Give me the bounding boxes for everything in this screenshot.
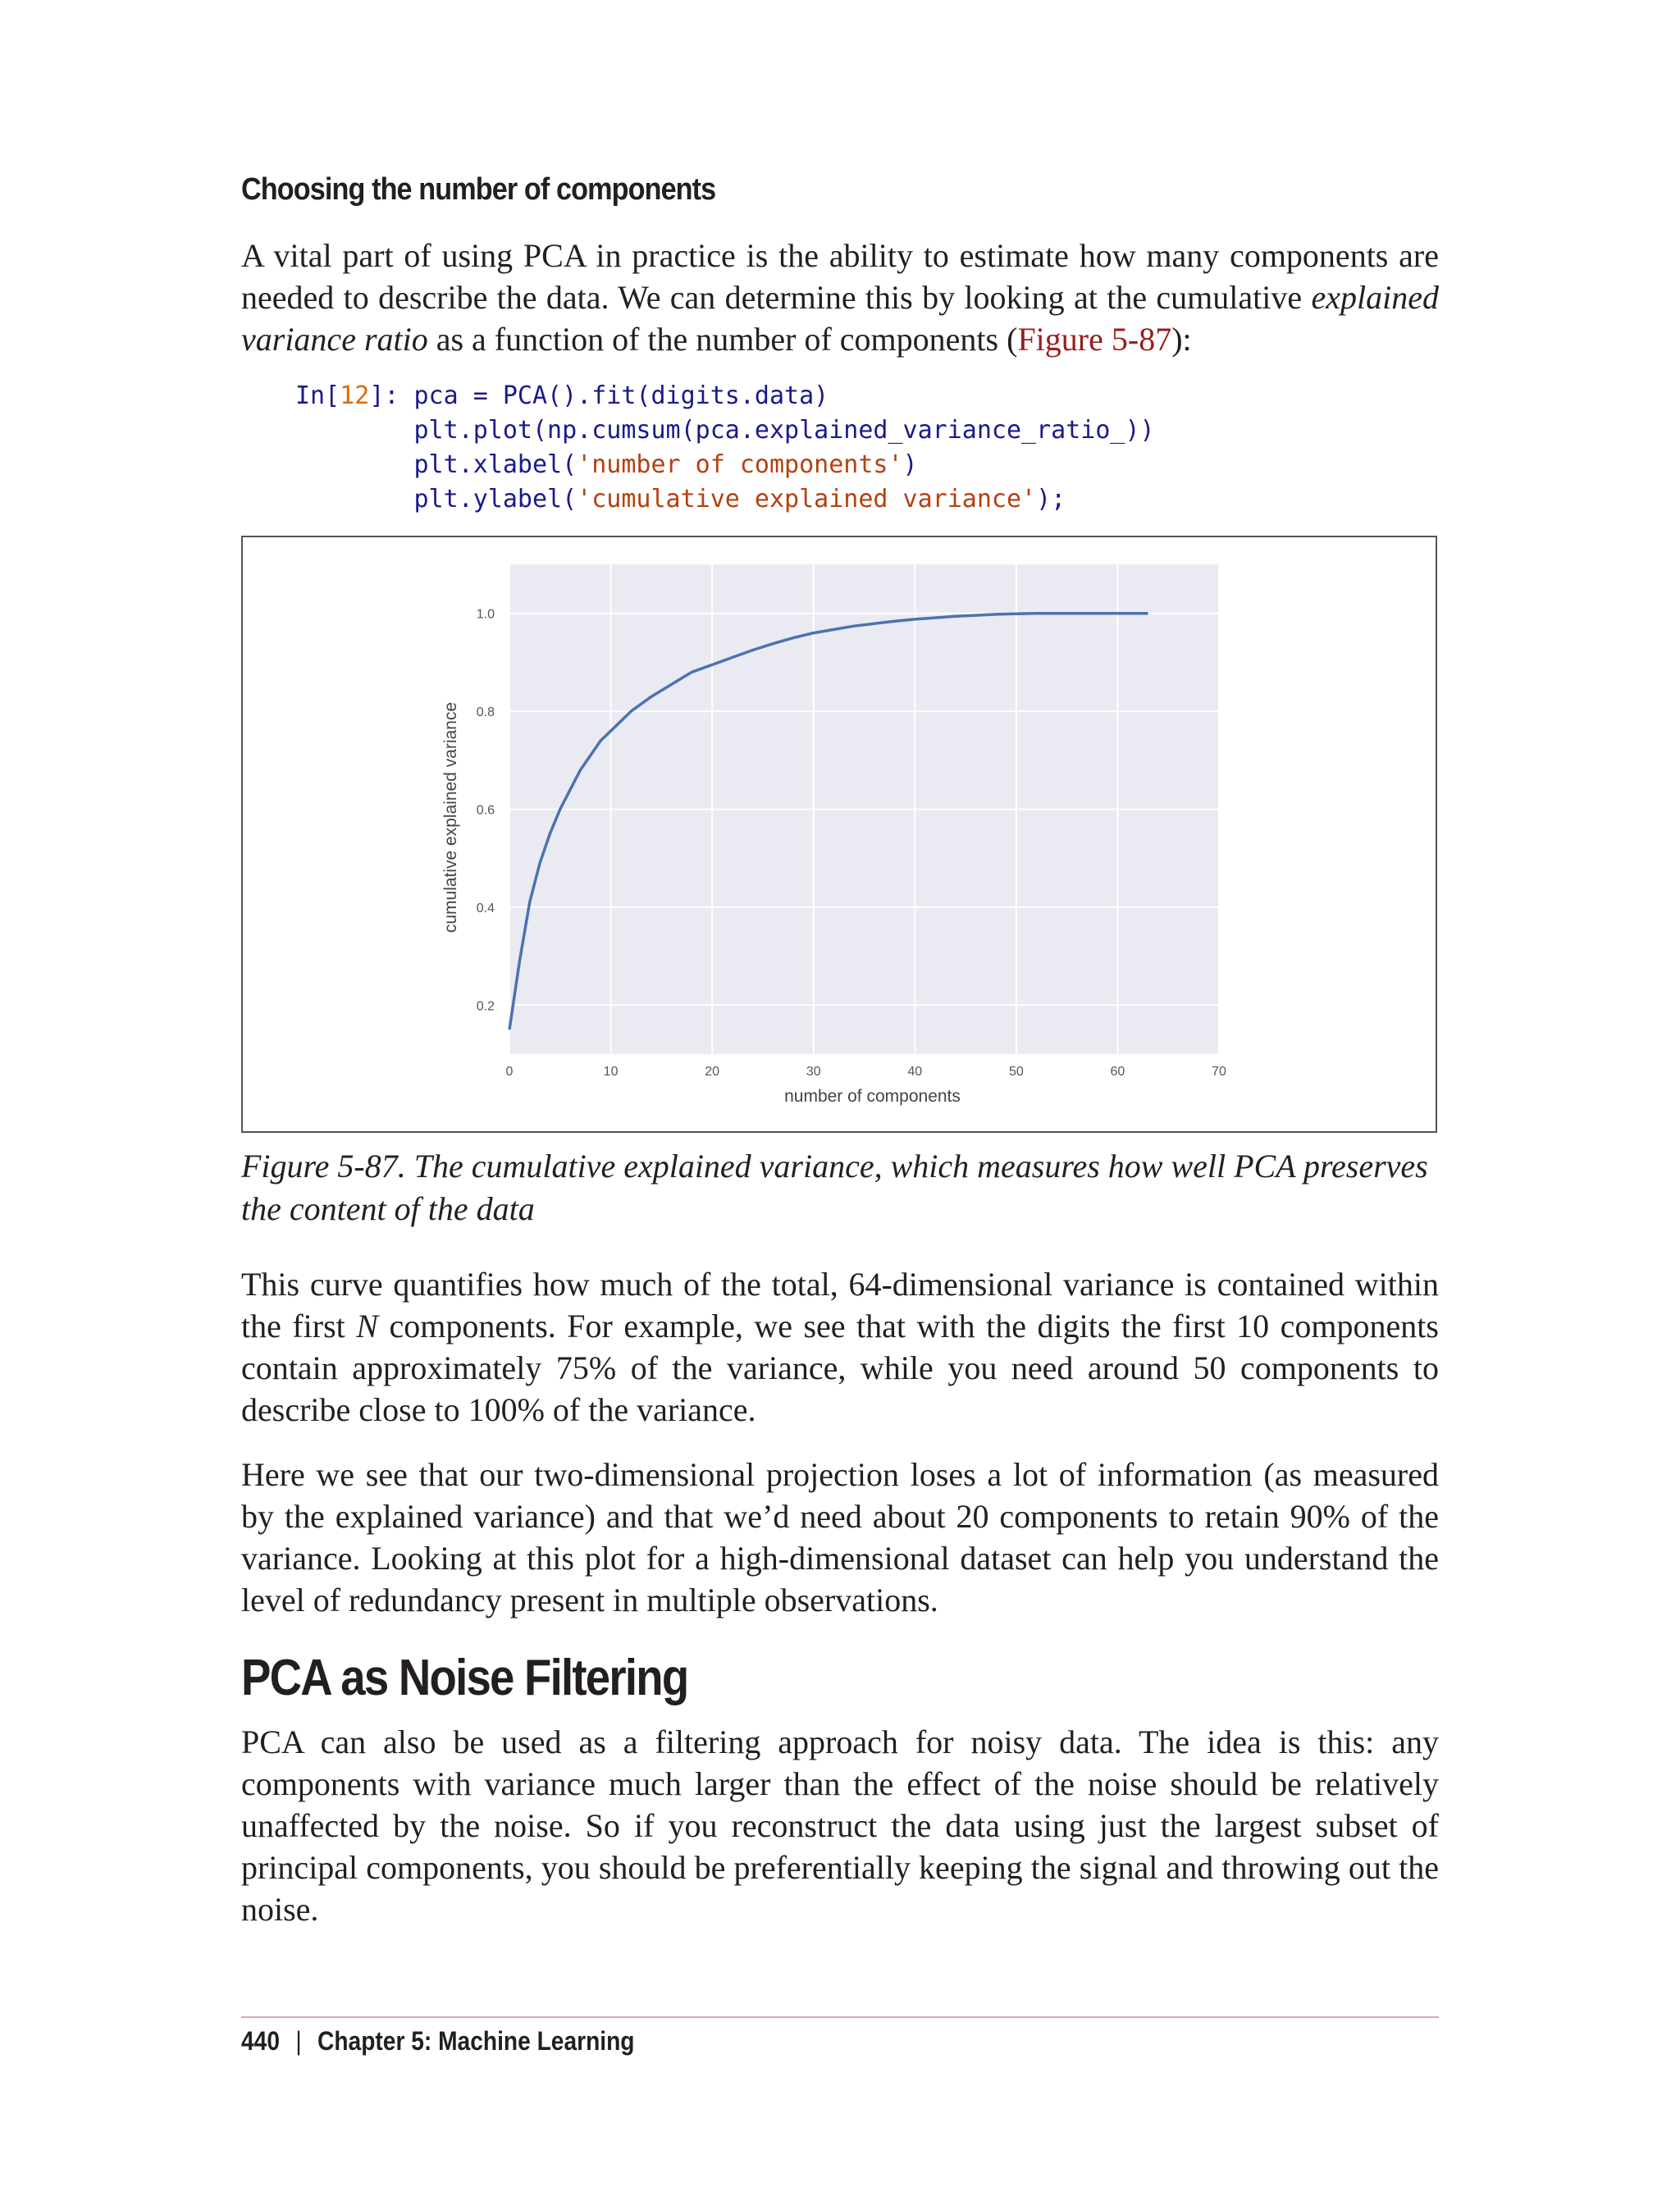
code-line: plt.xlabel('number of components') <box>413 450 918 479</box>
body-paragraph-1: This curve quantifies how much of the total, 64-dimensional variance is contained within the first N components. For example, we see that with the digits the first 10 components contain approximately 75% of the variance, while you need around 50 components to describe close to 100% of the variance. <box>241 1266 1439 1428</box>
section-heading-noise-filtering: PCA as Noise Filtering <box>241 1650 688 1706</box>
code-line: pca = PCA().fit(digits.data) <box>413 381 829 410</box>
y-tick-label: 0.6 <box>476 803 495 818</box>
x-tick-label: 70 <box>1212 1065 1226 1079</box>
code-line: plt.ylabel('cumulative explained variance'); <box>413 485 1066 514</box>
x-tick-label: 50 <box>1008 1065 1024 1079</box>
footer-rule <box>241 2016 1439 2018</box>
y-axis-label: cumulative explained variance <box>441 701 460 934</box>
footer-separator: | <box>295 2026 302 2056</box>
figure-xref-link[interactable]: Figure 5-87 <box>1017 321 1172 358</box>
x-tick-label: 40 <box>907 1065 923 1079</box>
y-tick-label: 0.4 <box>476 901 495 915</box>
intro-paragraph: A vital part of using PCA in practice is the ability to estimate how many components are needed to describe the data. We can determine this by looking at the cumulative explained variance ratio as a function of the number of components (Figure 5-87): <box>241 237 1439 358</box>
code-prompt: In[12]: <box>295 381 414 410</box>
x-axis-label: number of components <box>784 1087 961 1106</box>
x-tick-label: 10 <box>603 1065 619 1079</box>
y-tick-label: 0.2 <box>476 999 495 1014</box>
chapter-title: Chapter 5: Machine Learning <box>317 2026 635 2056</box>
body-paragraph-3: PCA can also be used as a filtering approach for noisy data. The idea is this: any components with variance much larger than the effect of the noise should be relatively unaffected by the noise. So if you reconstruct the data using just the largest subset of principal components, you should be preferentially keeping the signal and throwing out the noise. <box>241 1723 1439 1928</box>
code-lines <box>295 381 1155 514</box>
x-tick-label: 20 <box>705 1065 720 1079</box>
body-paragraph-2: Here we see that our two-dimensional projection loses a lot of information (as measured by the explained variance) and that we’d need about 20 components to retain 90% of the variance. Looking at this plot for a high-dimensional dataset can help you understand the level of redundancy present in multiple observations. <box>241 1456 1439 1618</box>
n-emphasis: N <box>356 1308 378 1344</box>
x-tick-label: 0 <box>505 1065 514 1079</box>
code-line: plt.plot(np.cumsum(pca.explained_variance_ratio_)) <box>413 416 1155 445</box>
section-heading: Choosing the number of components <box>241 172 716 207</box>
figure-caption: Figure 5-87. The cumulative explained variance, which measures how well PCA preserves the content of the data <box>241 1148 1428 1227</box>
figure-frame <box>241 536 1437 1133</box>
x-tick-label: 30 <box>806 1065 821 1079</box>
cumulative-variance-chart <box>243 537 1436 1131</box>
y-tick-label: 0.8 <box>476 705 495 720</box>
x-tick-label: 60 <box>1110 1065 1125 1079</box>
y-tick-label: 1.0 <box>476 607 495 622</box>
page-footer <box>241 2026 635 2057</box>
intro-emphasis: explained variance ratio <box>241 279 1439 358</box>
page-number: 440 <box>241 2026 280 2056</box>
code-block <box>295 379 1155 517</box>
